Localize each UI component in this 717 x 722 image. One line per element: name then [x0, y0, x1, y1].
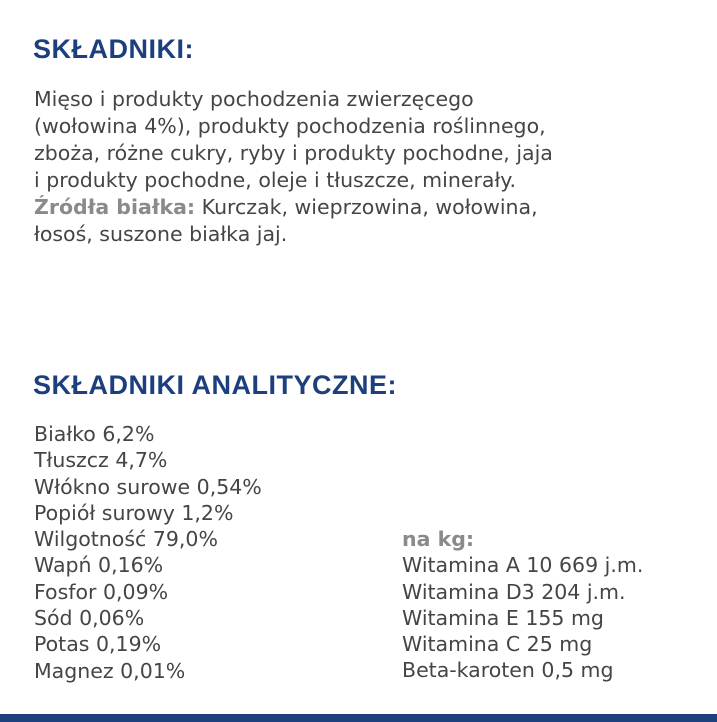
analytical-item: Włókno surowe 0,54% — [34, 474, 262, 499]
analytical-item: Magnez 0,01% — [34, 658, 186, 683]
vitamin-item: Witamina E 155 mg — [402, 605, 604, 630]
vitamin-item: Witamina A 10 669 j.m. — [402, 553, 644, 578]
analytical-item: Tłuszcz 4,7% — [34, 448, 168, 473]
analytical-item: Wapń 0,16% — [34, 553, 164, 578]
analytical-item: Białko 6,2% — [34, 422, 155, 446]
per-kg-label: na kg: — [402, 527, 475, 551]
protein-sources-label: Źródła białka: — [34, 195, 196, 219]
ingredients-text — [34, 86, 704, 248]
analytical-item: Sód 0,06% — [34, 606, 145, 631]
vitamin-item: Beta-karoten 0,5 mg — [402, 658, 614, 683]
analytical-item: Popiół surowy 1,2% — [34, 500, 234, 525]
ingredients-line: zboża, różne cukry, ryby i produkty pochodne, jaja — [34, 141, 553, 165]
protein-sources-text: łosoś, suszone białka jaj. — [34, 222, 288, 246]
analytical-item: Fosfor 0,09% — [34, 579, 169, 604]
vitamins-list — [402, 526, 643, 684]
vitamin-item: Witamina C 25 mg — [402, 632, 593, 657]
ingredients-heading: SKŁADNIKI: — [33, 34, 194, 64]
vitamin-item: Witamina D3 204 j.m. — [402, 579, 626, 604]
ingredients-line: (wołowina 4%), produkty pochodzenia roślinnego, — [34, 114, 546, 138]
protein-sources-text: Kurczak, wieprzowina, wołowina, — [195, 195, 538, 219]
analytical-heading: SKŁADNIKI ANALITYCZNE: — [33, 370, 397, 400]
analytical-item: Potas 0,19% — [34, 632, 162, 657]
bottom-bar — [0, 714, 717, 722]
analytical-item: Wilgotność 79,0% — [34, 527, 218, 552]
analytical-list — [34, 421, 262, 684]
ingredients-line: Mięso i produkty pochodzenia zwierzęcego — [34, 87, 474, 111]
ingredients-line: i produkty pochodne, oleje i tłuszcze, minerały. — [34, 168, 516, 192]
